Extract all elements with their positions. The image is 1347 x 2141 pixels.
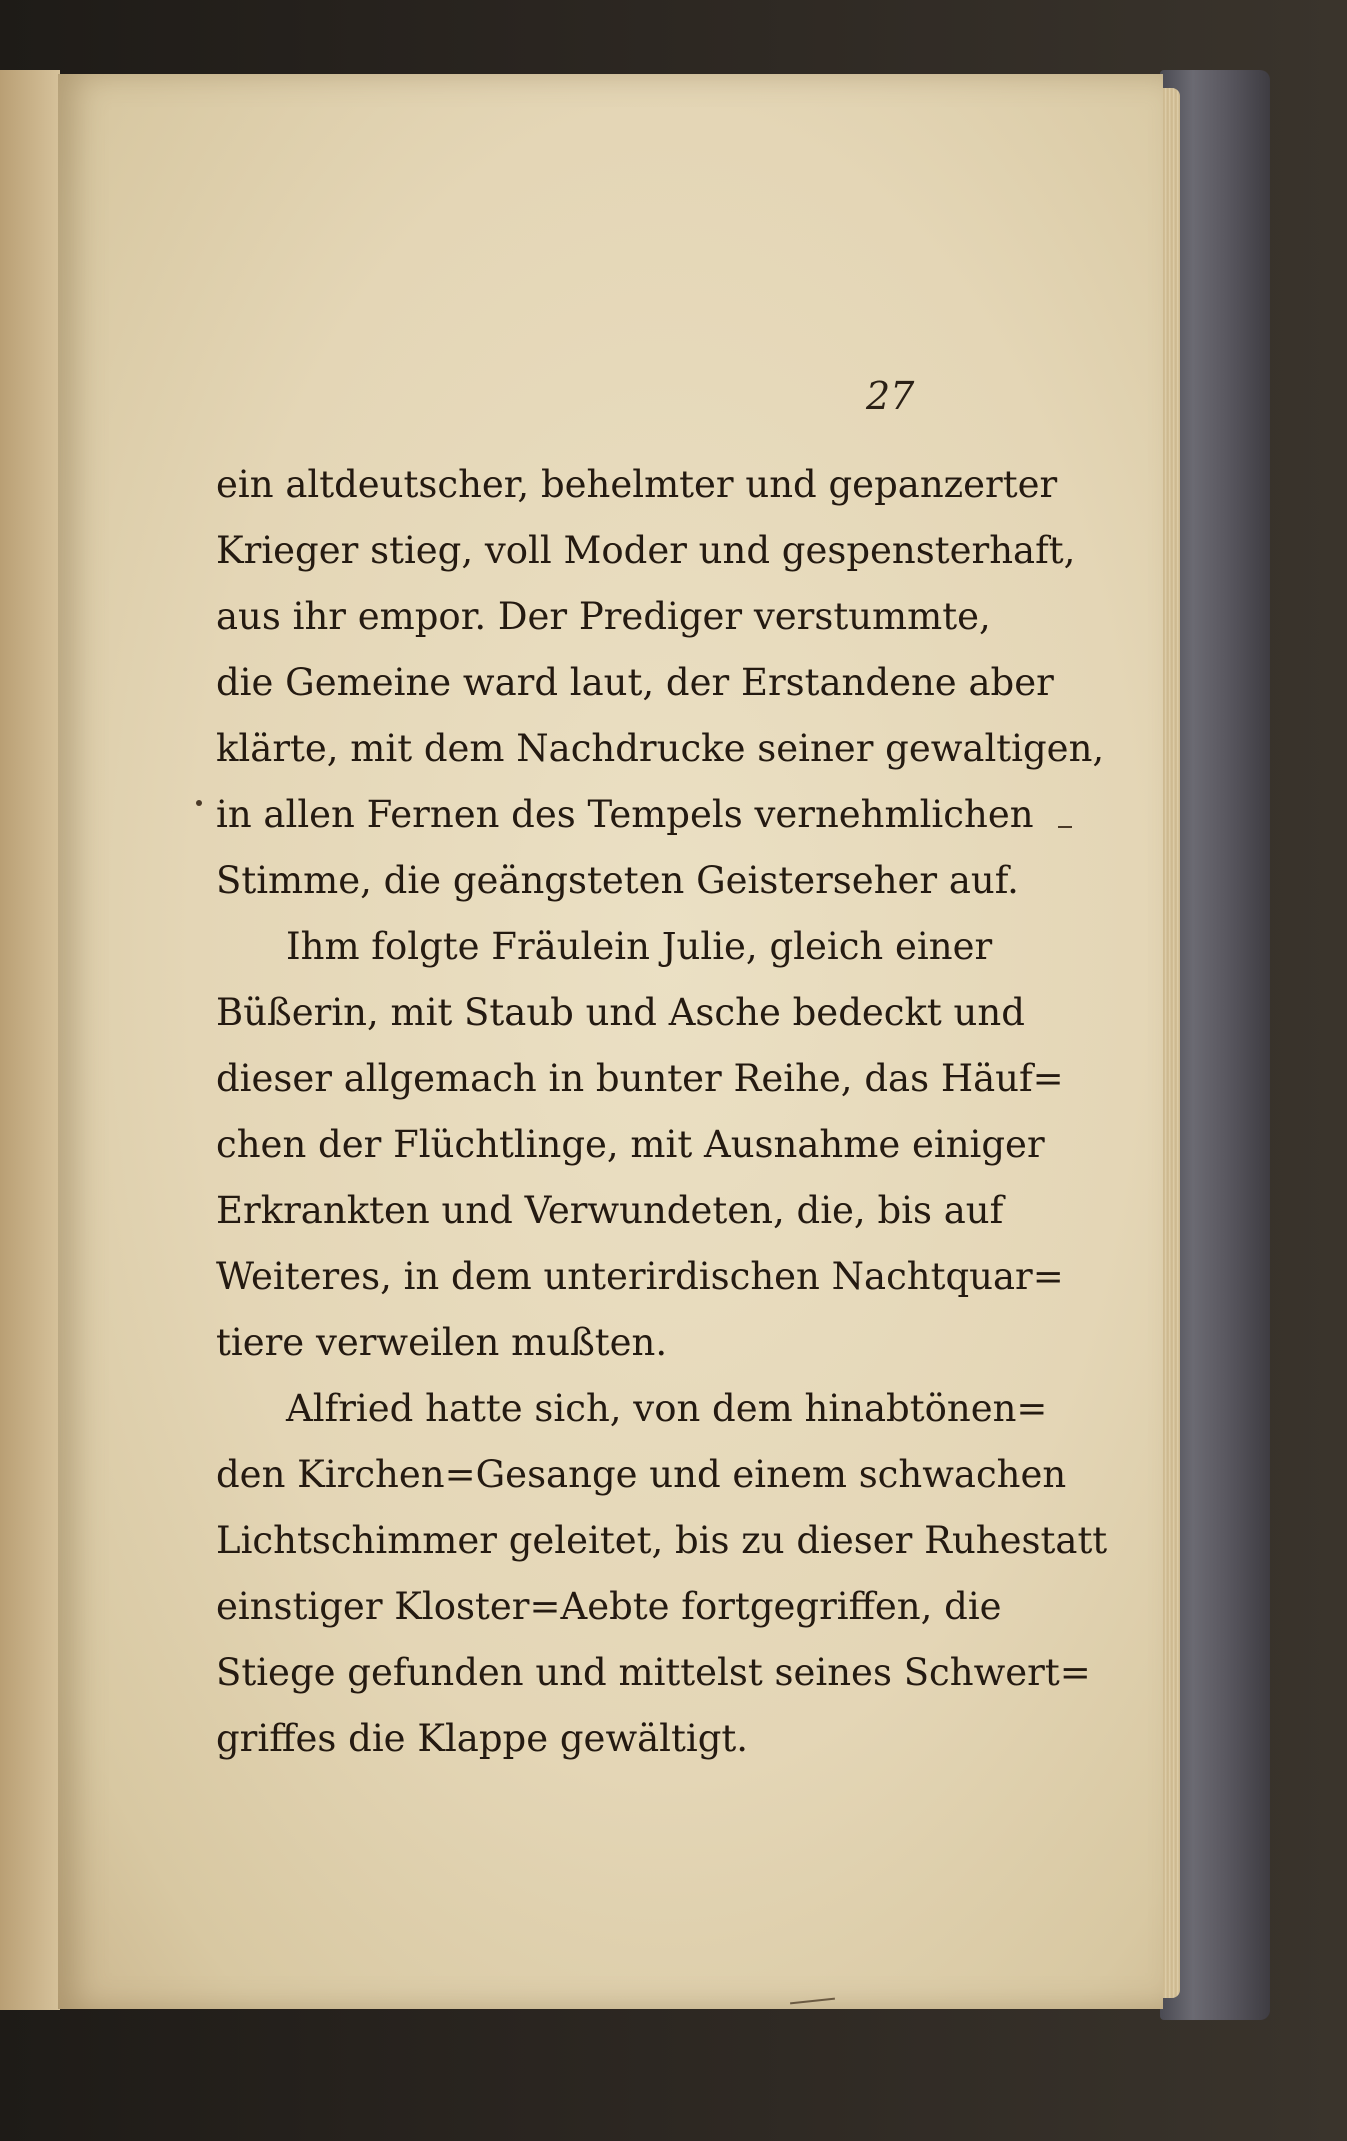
book-page xyxy=(58,74,1163,2009)
text-line: ein altdeutscher, behelmter und gepanzerter xyxy=(216,463,1058,506)
text-line: Lichtschimmer geleitet, bis zu dieser Ruhestatt xyxy=(216,1519,1108,1562)
text-line: tiere verweilen mußten. xyxy=(216,1321,668,1364)
text-line: chen der Flüchtlinge, mit Ausnahme einiger xyxy=(216,1123,1045,1166)
text-line: Stimme, die geängsteten Geisterseher auf. xyxy=(216,859,1019,902)
text-line: den Kirchen=Gesange und einem schwachen xyxy=(216,1453,1067,1496)
body-text xyxy=(216,452,1108,1772)
text-line: Krieger stieg, voll Moder und gespensterhaft, xyxy=(216,529,1076,572)
text-line: in allen Fernen des Tempels vernehmlichen xyxy=(216,793,1034,836)
left-page-edge xyxy=(0,70,60,2010)
text-line: die Gemeine ward laut, der Erstandene aber xyxy=(216,661,1054,704)
text-line: Ihm folgte Fräulein Julie, gleich einer xyxy=(286,925,993,968)
margin-dash xyxy=(1058,826,1072,828)
text-line: klärte, mit dem Nachdrucke seiner gewaltigen, xyxy=(216,727,1105,770)
text-line: Alfried hatte sich, von dem hinabtönen= xyxy=(286,1387,1048,1430)
text-line: dieser allgemach in bunter Reihe, das Häuf= xyxy=(216,1057,1064,1100)
page-number: 27 xyxy=(866,374,915,418)
text-line: einstiger Kloster=Aebte fortgegriffen, die xyxy=(216,1585,1002,1628)
text-line: Stiege gefunden und mittelst seines Schwert= xyxy=(216,1651,1091,1694)
text-line: Büßerin, mit Staub und Asche bedeckt und xyxy=(216,991,1025,1034)
margin-mark xyxy=(196,800,202,806)
text-line: griffes die Klappe gewältigt. xyxy=(216,1717,749,1760)
text-line: aus ihr empor. Der Prediger verstummte, xyxy=(216,595,991,638)
text-line: Weiteres, in dem unterirdischen Nachtquar= xyxy=(216,1255,1064,1298)
text-line: Erkrankten und Verwundeten, die, bis auf xyxy=(216,1189,1004,1232)
